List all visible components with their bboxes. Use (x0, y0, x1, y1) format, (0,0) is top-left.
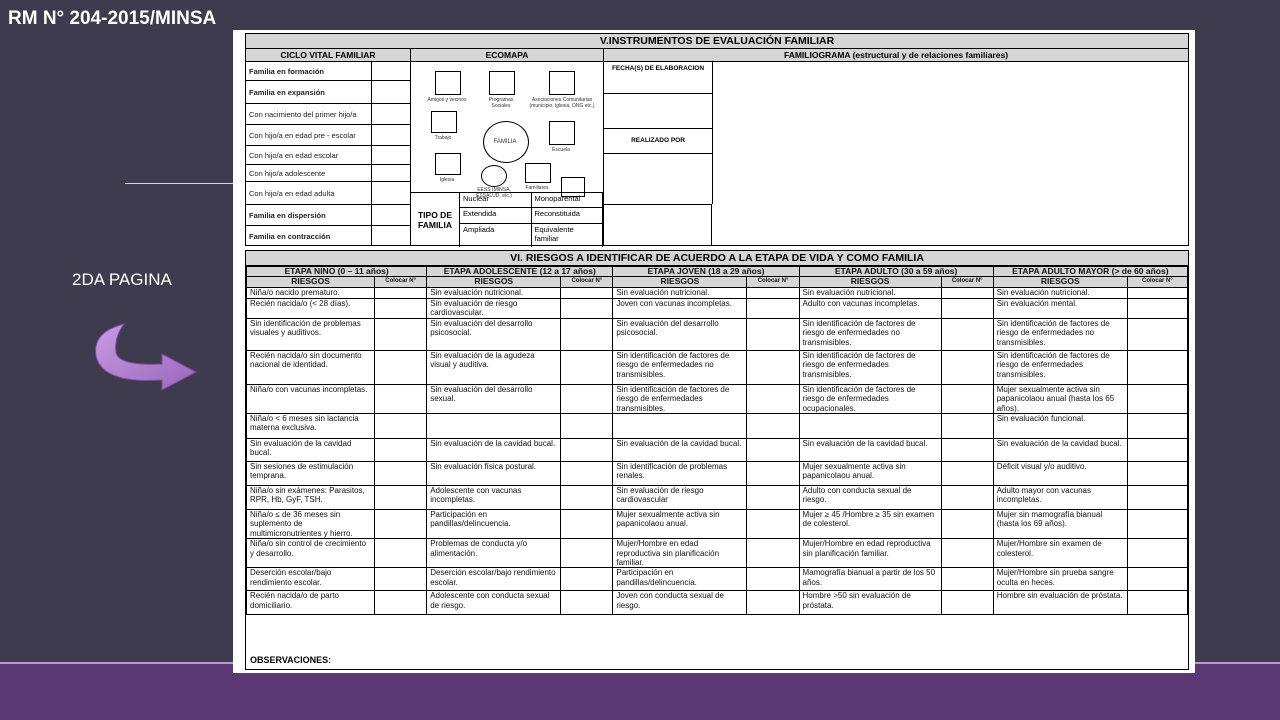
colocar-cell[interactable] (747, 539, 799, 568)
colocar-cell[interactable] (375, 539, 427, 568)
table-row (247, 486, 1188, 510)
ecomapa-box (431, 111, 457, 133)
ecomapa-label: Escuela (552, 147, 570, 153)
risk-cell: Recién nacida/o (< 28 días). (247, 298, 375, 318)
risk-cell: Deserción escolar/bajo rendimiento escolar. (427, 568, 561, 591)
risk-cell: Sin identificación de factores de riesgo de enfermedades no transmisibles. (993, 318, 1127, 350)
riesgos-header: RIESGOS (613, 277, 747, 287)
risk-cell: Sin identificación de factores de riesgo de enfermedades transmisibles. (799, 350, 941, 384)
risk-cell: Sin identificación de factores de riesgo de enfermedades no transmisibles. (613, 350, 747, 384)
colocar-cell[interactable] (747, 287, 799, 298)
risk-cell: Sin evaluación de la agudeza visual y auditiva. (427, 350, 561, 384)
colocar-cell[interactable] (1127, 510, 1187, 539)
colocar-cell[interactable] (747, 350, 799, 384)
colocar-cell[interactable] (941, 539, 993, 568)
page-label: 2DA PAGINA (72, 270, 172, 289)
risk-cell: Sin evaluación de la cavidad bucal. (613, 439, 747, 462)
risk-cell: Sin evaluación nutricional. (613, 287, 747, 298)
colocar-cell[interactable] (941, 318, 993, 350)
risk-cell: Sin evaluación del desarrollo sexual. (427, 384, 561, 413)
colocar-cell[interactable] (941, 298, 993, 318)
risk-cell: Sin sesiones de estimulación temprana. (247, 462, 375, 486)
colocar-cell[interactable] (561, 298, 613, 318)
colocar-header: Colocar N° (1127, 277, 1187, 287)
colocar-header: Colocar N° (561, 277, 613, 287)
risk-cell: Recién nacida/o de parto domiciliario. (247, 591, 375, 615)
colocar-cell[interactable] (747, 414, 799, 439)
ciclo-item: Familia en formación (246, 62, 372, 80)
table-row (247, 568, 1188, 591)
colocar-cell[interactable] (375, 591, 427, 615)
colocar-cell[interactable] (747, 384, 799, 413)
risk-cell: Mujer/Hombre en edad reproductiva sin planificación familiar. (799, 539, 941, 568)
ciclo-item: Familia en expansión (246, 81, 372, 103)
colocar-cell[interactable] (1127, 568, 1187, 591)
colocar-cell[interactable] (561, 384, 613, 413)
risk-cell: Niña/o nacido prematuro. (247, 287, 375, 298)
riesgos-header: RIESGOS (799, 277, 941, 287)
risk-cell: Sin evaluación física postural. (427, 462, 561, 486)
colocar-cell[interactable] (1127, 298, 1187, 318)
colocar-cell[interactable] (375, 486, 427, 510)
ecomapa-box (489, 71, 515, 95)
risk-cell: Niña/o < 6 meses sin lactancia materna exclusiva. (247, 414, 375, 439)
ciclo-item: Familia en dispersión (246, 205, 372, 225)
riesgos-header: RIESGOS (247, 277, 375, 287)
scanned-document (233, 30, 1195, 673)
table-row (247, 591, 1188, 615)
stage-header: ETAPA ADULTO MAYOR (> de 60 años) (993, 267, 1187, 277)
stage-header: ETAPA NINO (0 – 11 años) (247, 267, 427, 277)
colocar-cell[interactable] (561, 591, 613, 615)
risk-cell: Sin evaluación nutricional. (427, 287, 561, 298)
ecomapa-label: Amigos y vecinos (427, 97, 467, 103)
risk-cell: Déficit visual y/o auditivo. (993, 462, 1127, 486)
colocar-cell[interactable] (1127, 384, 1187, 413)
tipo-item: Monoparental (532, 193, 604, 208)
risk-cell: Mamografía bianual a partir de los 50 años. (799, 568, 941, 591)
colocar-cell[interactable] (375, 384, 427, 413)
slide-title: RM N° 204-2015/MINSA (8, 8, 217, 29)
colocar-cell[interactable] (561, 510, 613, 539)
risk-cell: Sin identificación de problemas renales. (613, 462, 747, 486)
risk-cell (427, 414, 561, 439)
table-row (247, 439, 1188, 462)
colocar-cell[interactable] (1127, 539, 1187, 568)
risk-cell: Deserción escolar/bajo rendimiento escolar. (247, 568, 375, 591)
colocar-cell[interactable] (941, 462, 993, 486)
risk-cell: Sin identificación de factores de riesgo de enfermedades transmisibles. (993, 350, 1127, 384)
risk-cell: Adulto con conducta sexual de riesgo. (799, 486, 941, 510)
risk-cell: Sin evaluación de la cavidad bucal. (427, 439, 561, 462)
tipo-item: Nuclear (460, 193, 532, 208)
section-evaluation-instruments (245, 33, 1189, 246)
risk-cell (613, 414, 747, 439)
tipo-label: TIPO DE FAMILIA (411, 193, 460, 247)
risk-cell: Niña/o con vacunas incompletas. (247, 384, 375, 413)
risk-cell: Sin identificación de factores de riesgo de enfermedades no transmisibles. (799, 318, 941, 350)
risk-cell: Niña/o sin control de crecimiento y desarrollo. (247, 539, 375, 568)
colocar-cell[interactable] (747, 462, 799, 486)
section-risks (245, 250, 1189, 670)
colocar-cell[interactable] (561, 462, 613, 486)
ciclo-item: Con nacimiento del primer hijo/a (246, 104, 372, 124)
colocar-cell[interactable] (375, 439, 427, 462)
colocar-cell[interactable] (747, 439, 799, 462)
risk-cell: Sin evaluación nutricional. (993, 287, 1127, 298)
colocar-header: Colocar N° (941, 277, 993, 287)
table-row (247, 384, 1188, 413)
ecomapa-label: FAMILIA (493, 139, 517, 145)
colocar-cell[interactable] (1127, 350, 1187, 384)
risk-cell: Mujer sexualmente activa sin papanicolaou anual. (613, 510, 747, 539)
familiograma-column (604, 49, 1188, 246)
colocar-cell[interactable] (561, 486, 613, 510)
risk-cell: Hombre sin evaluación de próstata. (993, 591, 1127, 615)
tipo-item: Equivalente familiar (532, 224, 604, 247)
risk-cell: Sin evaluación funcional. (993, 414, 1127, 439)
risk-cell: Mujer ≥ 45 /Hombre ≥ 35 sin examen de colesterol. (799, 510, 941, 539)
observaciones-label: OBSERVACIONES: (250, 655, 332, 665)
colocar-cell[interactable] (1127, 486, 1187, 510)
colocar-cell[interactable] (747, 568, 799, 591)
ecomapa-box (549, 121, 575, 145)
familiograma-header: FAMILIOGRAMA (estructural y de relaciones familiares) (604, 49, 1188, 62)
risk-cell: Adulto mayor con vacunas incompletas. (993, 486, 1127, 510)
colocar-header: Colocar N° (375, 277, 427, 287)
colocar-cell[interactable] (747, 298, 799, 318)
ciclo-header: CICLO VITAL FAMILIAR (246, 49, 410, 62)
ecomapa-circle (481, 165, 507, 187)
ecomapa-label: Programas Sociales (488, 97, 514, 109)
risks-table (246, 266, 1188, 615)
colocar-cell[interactable] (941, 591, 993, 615)
colocar-cell[interactable] (375, 414, 427, 439)
risk-cell: Mujer sexualmente activa sin papanicolaou anual (hasta los 65 años). (993, 384, 1127, 413)
colocar-cell[interactable] (747, 510, 799, 539)
ciclo-item: Con hijo/a en edad adulta (246, 182, 372, 204)
stage-header: ETAPA ADOLESCENTE (12 a 17 años) (427, 267, 613, 277)
colocar-cell[interactable] (375, 350, 427, 384)
colocar-cell[interactable] (375, 568, 427, 591)
colocar-cell[interactable] (375, 287, 427, 298)
section5-title: V.INSTRUMENTOS DE EVALUACIÓN FAMILIAR (246, 34, 1188, 49)
ciclo-item: Familia en contracción (246, 226, 372, 246)
risk-cell: Sin evaluación mental. (993, 298, 1127, 318)
colocar-cell[interactable] (561, 568, 613, 591)
ciclo-vital-column (246, 49, 411, 246)
colocar-cell[interactable] (375, 318, 427, 350)
ecomapa-label: EESS (MINSA, ESSALUD, etc.) (476, 187, 512, 199)
risk-cell: Sin evaluación de la cavidad bucal. (799, 439, 941, 462)
section6-title: VI. RIESGOS A IDENTIFICAR DE ACUERDO A LA ETAPA DE VIDA Y COMO FAMILIA (246, 251, 1188, 266)
curved-arrow-icon (90, 318, 202, 398)
ecomapa-header: ECOMAPA (411, 49, 603, 62)
colocar-cell[interactable] (941, 486, 993, 510)
ciclo-item: Con hijo/a en edad escolar (246, 146, 372, 164)
colocar-cell[interactable] (1127, 318, 1187, 350)
colocar-cell[interactable] (747, 486, 799, 510)
risk-cell: Mujer/Hombre en edad reproductiva sin planificación familiar. (613, 539, 747, 568)
tipo-familia (411, 192, 603, 247)
colocar-cell[interactable] (561, 350, 613, 384)
colocar-cell[interactable] (1127, 414, 1187, 439)
ecomapa-label: Trabajo (434, 135, 452, 141)
colocar-cell[interactable] (561, 539, 613, 568)
risk-cell: Sin evaluación del desarrollo psicosocial. (613, 318, 747, 350)
decorative-line (125, 183, 235, 184)
risk-cell: Hombre >50 sin evaluación de próstata. (799, 591, 941, 615)
colocar-cell[interactable] (941, 350, 993, 384)
table-row (247, 350, 1188, 384)
colocar-cell[interactable] (747, 318, 799, 350)
tipo-item: Extendida (460, 208, 532, 223)
colocar-cell[interactable] (375, 462, 427, 486)
risk-cell: Sin evaluación del desarrollo psicosocial. (427, 318, 561, 350)
table-row (247, 462, 1188, 486)
colocar-header: Colocar N° (747, 277, 799, 287)
tipo-item: Ampliada (460, 224, 532, 247)
ciclo-item: Con hijo/a adolescente (246, 165, 372, 181)
risk-cell: Mujer sexualmente activa sin papanicolaou anual. (799, 462, 941, 486)
risk-cell: Sin evaluación de riesgo cardiovascular. (427, 298, 561, 318)
ciclo-item: Con hijo/a en edad pre - escolar (246, 125, 372, 145)
colocar-cell[interactable] (1127, 287, 1187, 298)
ecomapa-box (435, 153, 461, 175)
ecomapa-column (411, 49, 604, 246)
table-row (247, 298, 1188, 318)
colocar-cell[interactable] (561, 318, 613, 350)
risk-cell: Adolescente con vacunas incompletas. (427, 486, 561, 510)
ecomapa-label: Iglesia (439, 177, 455, 183)
fecha-label: FECHA(S) DE ELABORACION (604, 61, 712, 94)
ecomapa-box (549, 71, 575, 95)
colocar-cell[interactable] (561, 414, 613, 439)
risk-cell: Mujer/Hombre sin examen de colesterol. (993, 539, 1127, 568)
table-row (247, 539, 1188, 568)
colocar-cell[interactable] (941, 568, 993, 591)
stage-header: ETAPA ADULTO (30 a 59 años) (799, 267, 993, 277)
riesgos-header: RIESGOS (993, 277, 1127, 287)
stage-header: ETAPA JOVEN (18 a 29 años) (613, 267, 799, 277)
risk-cell: Problemas de conducta y/o alimentación. (427, 539, 561, 568)
risk-cell (799, 414, 941, 439)
table-row (247, 287, 1188, 298)
riesgos-header: RIESGOS (427, 277, 561, 287)
risk-cell: Participación en pandillas/delincuencia. (427, 510, 561, 539)
colocar-cell[interactable] (1127, 591, 1187, 615)
risk-cell: Participación en pandillas/delincuencia. (613, 568, 747, 591)
tipo-item: Reconstituida (532, 208, 604, 223)
risk-cell: Niña/o sin exámenes: Parasitos, RPR, Hb, GyF, TSH. (247, 486, 375, 510)
risk-cell: Niña/o ≤ de 36 meses sin suplemento de multimicronutrientes y hierro. (247, 510, 375, 539)
risk-cell: Sin identificación de factores de riesgo de enfermedades transmisibles. (613, 384, 747, 413)
risk-cell: Mujer sin mamografía bianual (hasta los 69 años). (993, 510, 1127, 539)
colocar-cell[interactable] (375, 298, 427, 318)
risk-cell: Sin evaluación nutricional. (799, 287, 941, 298)
table-row (247, 318, 1188, 350)
colocar-cell[interactable] (941, 439, 993, 462)
ecomapa-label: Familiares (525, 185, 549, 191)
ecomapa-label: Asociaciones Comunitarias (municipio, iglesia, ONG etc.) (529, 97, 595, 109)
risk-cell: Sin evaluación de riesgo cardiovascular (613, 486, 747, 510)
colocar-cell[interactable] (1127, 462, 1187, 486)
colocar-cell[interactable] (561, 439, 613, 462)
risk-cell: Sin identificación de problemas visuales y auditivos. (247, 318, 375, 350)
ecomapa-box (525, 163, 551, 183)
colocar-cell[interactable] (941, 414, 993, 439)
realizado-label: REALIZADO POR (604, 129, 712, 154)
colocar-cell[interactable] (747, 591, 799, 615)
colocar-cell[interactable] (375, 510, 427, 539)
colocar-cell[interactable] (941, 384, 993, 413)
colocar-cell[interactable] (941, 510, 993, 539)
risk-cell: Mujer/Hombre sin prueba sangre oculta en heces. (993, 568, 1127, 591)
risk-cell: Sin evaluación de la cavidad bucal. (993, 439, 1127, 462)
colocar-cell[interactable] (561, 287, 613, 298)
colocar-cell[interactable] (1127, 439, 1187, 462)
risk-cell: Sin evaluación de la cavidad bucal. (247, 439, 375, 462)
risk-cell: Joven con conducta sexual de riesgo. (613, 591, 747, 615)
risk-cell: Adulto con vacunas incompletas. (799, 298, 941, 318)
risk-cell: Recién nacida/o sin documento nacional de identidad. (247, 350, 375, 384)
risk-cell: Joven con vacunas incompletas. (613, 298, 747, 318)
colocar-cell[interactable] (941, 287, 993, 298)
risk-cell: Sin identificación de factores de riesgo de enfermedades ocupacionales. (799, 384, 941, 413)
ecomapa-box (435, 71, 461, 95)
table-row (247, 510, 1188, 539)
risk-cell: Adolescente con conducta sexual de riesgo. (427, 591, 561, 615)
table-row (247, 414, 1188, 439)
